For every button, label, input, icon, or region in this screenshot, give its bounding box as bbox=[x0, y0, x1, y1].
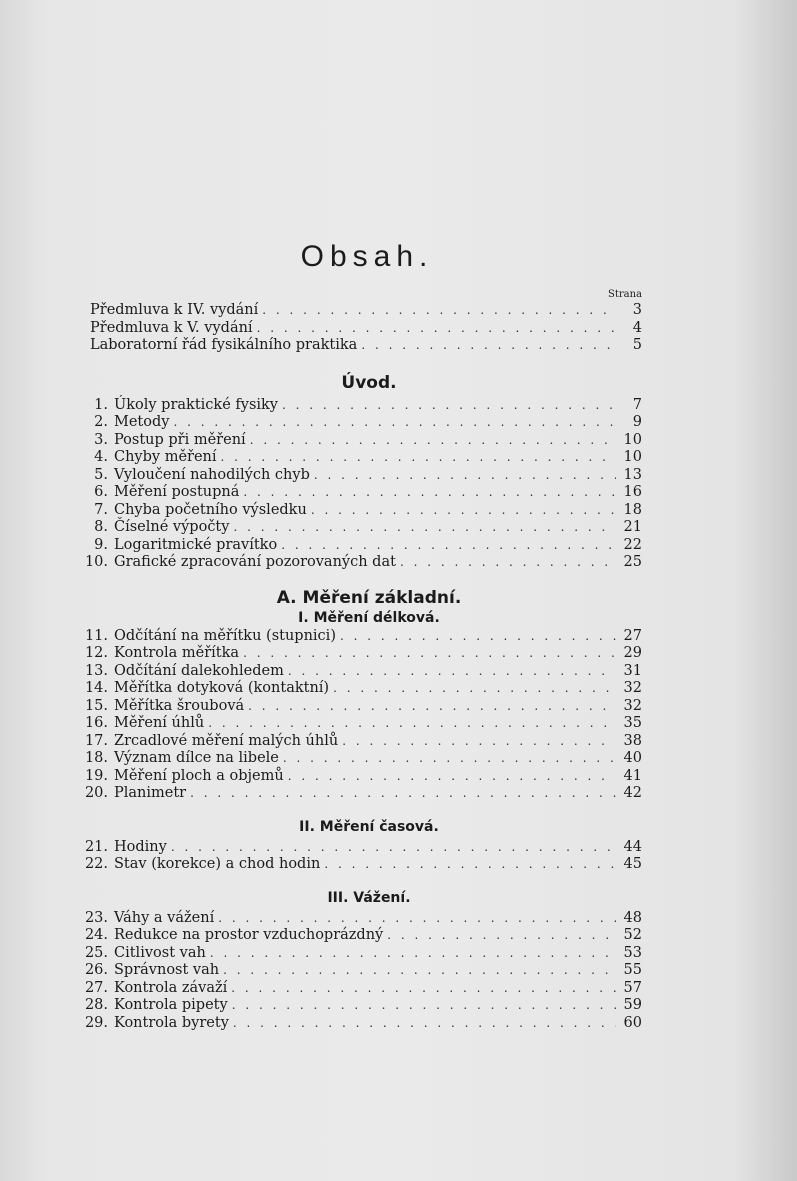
entry-page-number: 45 bbox=[623, 856, 642, 872]
entry-number: 13. bbox=[84, 662, 108, 679]
entry-page-number: 57 bbox=[623, 979, 642, 996]
toc-entry bbox=[76, 945, 642, 963]
entry-page-number: 9 bbox=[632, 414, 642, 430]
dot-leader bbox=[243, 645, 616, 663]
entry-number: 2. bbox=[94, 414, 108, 430]
entry-page-number: 55 bbox=[623, 962, 642, 978]
entry-number: 8. bbox=[94, 519, 108, 535]
entry-page-number: 7 bbox=[632, 396, 642, 413]
entry-page-number: 22 bbox=[623, 536, 642, 553]
dot-leader bbox=[210, 945, 616, 963]
entry-page-number: 10 bbox=[623, 431, 642, 448]
dot-leader bbox=[232, 997, 616, 1015]
entry-title: Stav (korekce) a chod hodin bbox=[114, 856, 321, 872]
dot-leader bbox=[361, 337, 616, 355]
toc-entry bbox=[76, 645, 642, 663]
entry-number: 6. bbox=[94, 484, 108, 500]
dot-leader bbox=[248, 698, 616, 716]
entry-page-number: 18 bbox=[623, 501, 642, 518]
toc-entry bbox=[76, 768, 642, 786]
entry-page-number: 25 bbox=[623, 554, 642, 570]
toc-entry bbox=[76, 397, 642, 415]
entry-page-number: 3 bbox=[632, 302, 642, 318]
entry-title: Váhy a vážení bbox=[114, 909, 215, 926]
entry-title: Číselné výpočty bbox=[114, 519, 230, 535]
entry-title: Chyba početního výsledku bbox=[114, 501, 307, 518]
entry-title: Postup při měření bbox=[114, 431, 246, 448]
entry-number: 12. bbox=[84, 645, 108, 661]
entry-title: Předmluva k IV. vydání bbox=[90, 302, 259, 318]
entry-page-number: 16 bbox=[623, 484, 642, 500]
entry-page-number: 40 bbox=[623, 750, 642, 766]
entry-page-number: 52 bbox=[623, 927, 642, 943]
entry-number: 3. bbox=[94, 431, 108, 448]
sections-container bbox=[76, 373, 642, 1033]
toc-entry bbox=[76, 856, 642, 874]
section-heading: Úvod. bbox=[341, 372, 397, 393]
entry-number: 20. bbox=[84, 785, 108, 801]
toc-entry bbox=[76, 910, 642, 928]
dot-leader bbox=[281, 537, 616, 555]
entry-title: Logaritmické pravítko bbox=[114, 536, 278, 553]
entry-number: 26. bbox=[84, 962, 108, 978]
entry-page-number: 27 bbox=[623, 627, 642, 644]
entry-number: 24. bbox=[84, 927, 108, 943]
entry-title: Měření úhlů bbox=[114, 715, 205, 731]
entry-title: Vyloučení nahodilých chyb bbox=[114, 466, 310, 483]
entry-number: 5. bbox=[94, 466, 108, 483]
page-column-header: Strana bbox=[607, 289, 642, 300]
dot-leader bbox=[173, 414, 616, 432]
entry-page-number: 59 bbox=[623, 997, 642, 1013]
toc-entry bbox=[76, 980, 642, 998]
entry-title: Kontrola pipety bbox=[114, 997, 228, 1013]
entry-page-number: 21 bbox=[623, 519, 642, 535]
entry-title: Laboratorní řád fysikálního praktika bbox=[90, 337, 358, 353]
entry-page-number: 5 bbox=[632, 337, 642, 353]
entry-title: Zrcadlové měření malých úhlů bbox=[114, 732, 339, 749]
dot-leader bbox=[208, 715, 616, 733]
toc-entry bbox=[76, 432, 642, 450]
chapter-heading: I. Měření délková. bbox=[298, 609, 440, 626]
entry-page-number: 42 bbox=[623, 785, 642, 801]
toc-entry bbox=[76, 519, 642, 537]
toc-entry bbox=[76, 663, 642, 681]
entry-number: 16. bbox=[84, 715, 108, 731]
entry-title: Redukce na prostor vzduchoprázdný bbox=[114, 927, 384, 943]
entry-number: 29. bbox=[84, 1014, 108, 1031]
dot-leader bbox=[387, 927, 616, 945]
toc-entry bbox=[76, 320, 642, 338]
entry-title: Odčítání na měřítku (stupnici) bbox=[114, 627, 336, 644]
toc-entry bbox=[76, 628, 642, 646]
toc-entry bbox=[76, 680, 642, 698]
entry-title: Měřítka šroubová bbox=[114, 697, 245, 714]
entry-number: 11. bbox=[84, 627, 108, 644]
dot-leader bbox=[223, 962, 616, 980]
entry-page-number: 35 bbox=[623, 715, 642, 731]
dot-leader bbox=[233, 1015, 616, 1033]
dot-leader bbox=[288, 768, 616, 786]
entry-title: Kontrola byrety bbox=[114, 1014, 229, 1031]
entry-number: 7. bbox=[94, 501, 108, 518]
entry-page-number: 48 bbox=[623, 909, 642, 926]
toc-entry bbox=[76, 554, 642, 572]
dot-leader bbox=[282, 397, 616, 415]
entry-page-number: 41 bbox=[623, 767, 642, 784]
toc-entry bbox=[76, 733, 642, 751]
entry-number: 25. bbox=[84, 944, 108, 961]
toc-entry bbox=[76, 785, 642, 803]
dot-leader bbox=[324, 856, 616, 874]
entry-number: 27. bbox=[84, 979, 108, 996]
dot-leader bbox=[340, 628, 616, 646]
dot-leader bbox=[400, 554, 616, 572]
entry-title: Planimetr bbox=[114, 785, 187, 801]
entry-page-number: 44 bbox=[623, 838, 642, 855]
front-matter-list bbox=[76, 302, 642, 355]
entry-title: Citlivost vah bbox=[114, 944, 206, 961]
dot-leader bbox=[233, 519, 616, 537]
entry-number: 18. bbox=[84, 750, 108, 766]
toc-entry bbox=[76, 414, 642, 432]
entry-number: 10. bbox=[84, 554, 108, 570]
dot-leader bbox=[231, 980, 616, 998]
section-heading: A. Měření základní. bbox=[276, 587, 462, 608]
toc-entry bbox=[76, 750, 642, 768]
toc-entry bbox=[76, 467, 642, 485]
dot-leader bbox=[171, 839, 616, 857]
entry-title: Předmluva k V. vydání bbox=[90, 319, 253, 336]
entry-page-number: 31 bbox=[623, 662, 642, 679]
dot-leader bbox=[333, 680, 616, 698]
entry-title: Grafické zpracování pozorovaných dat bbox=[114, 554, 396, 570]
entry-number: 22. bbox=[84, 856, 108, 872]
entry-number: 17. bbox=[84, 732, 108, 749]
entry-title: Odčítání dalekohledem bbox=[114, 662, 284, 679]
entry-number: 1. bbox=[94, 396, 108, 413]
toc-entry bbox=[76, 502, 642, 520]
toc-entry bbox=[76, 715, 642, 733]
chapter-heading: II. Měření časová. bbox=[299, 818, 439, 835]
entry-title: Měřítka dotyková (kontaktní) bbox=[114, 680, 330, 696]
dot-leader bbox=[262, 302, 616, 320]
entry-title: Význam dílce na libele bbox=[114, 750, 279, 766]
entry-page-number: 60 bbox=[623, 1014, 642, 1031]
dot-leader bbox=[283, 750, 616, 768]
entry-page-number: 13 bbox=[623, 466, 642, 483]
entry-number: 9. bbox=[94, 536, 108, 553]
chapter-heading: III. Vážení. bbox=[327, 889, 411, 906]
entry-page-number: 10 bbox=[623, 449, 642, 465]
toc-entry bbox=[76, 484, 642, 502]
dot-leader bbox=[257, 320, 616, 338]
entry-page-number: 38 bbox=[623, 732, 642, 749]
entry-title: Měření ploch a objemů bbox=[114, 767, 284, 784]
toc-entry bbox=[76, 839, 642, 857]
entry-number: 21. bbox=[84, 838, 108, 855]
dot-leader bbox=[288, 663, 616, 681]
entry-number: 4. bbox=[94, 449, 108, 465]
dot-leader bbox=[311, 502, 616, 520]
entry-title: Hodiny bbox=[114, 838, 167, 855]
entry-page-number: 32 bbox=[623, 697, 642, 714]
entry-page-number: 32 bbox=[623, 680, 642, 696]
toc-entry bbox=[76, 337, 642, 355]
toc-entry bbox=[76, 962, 642, 980]
dot-leader bbox=[218, 910, 616, 928]
dot-leader bbox=[221, 449, 616, 467]
toc-entry bbox=[76, 449, 642, 467]
dot-leader bbox=[342, 733, 616, 751]
table-of-contents bbox=[76, 240, 642, 1032]
entry-number: 19. bbox=[84, 767, 108, 784]
entry-number: 14. bbox=[84, 680, 108, 696]
toc-entry bbox=[76, 927, 642, 945]
entry-number: 23. bbox=[84, 909, 108, 926]
entry-title: Chyby měření bbox=[114, 449, 217, 465]
entry-title: Měření postupná bbox=[114, 484, 240, 500]
toc-entry bbox=[76, 997, 642, 1015]
entry-title: Kontrola měřítka bbox=[114, 645, 240, 661]
dot-leader bbox=[243, 484, 616, 502]
entry-page-number: 53 bbox=[623, 944, 642, 961]
entry-title: Úkoly praktické fysiky bbox=[114, 396, 278, 413]
toc-entry bbox=[76, 537, 642, 555]
toc-entry bbox=[76, 1015, 642, 1033]
entry-title: Kontrola závaží bbox=[114, 979, 228, 996]
toc-entry bbox=[76, 698, 642, 716]
entry-page-number: 29 bbox=[623, 645, 642, 661]
entry-number: 15. bbox=[84, 697, 108, 714]
entry-title: Správnost vah bbox=[114, 962, 220, 978]
dot-leader bbox=[250, 432, 616, 450]
toc-entry bbox=[76, 302, 642, 320]
entry-number: 28. bbox=[84, 997, 108, 1013]
dot-leader bbox=[190, 785, 616, 803]
dot-leader bbox=[314, 467, 616, 485]
entry-title: Metody bbox=[114, 414, 170, 430]
entry-page-number: 4 bbox=[632, 319, 642, 336]
page-title: Obsah. bbox=[300, 240, 434, 273]
